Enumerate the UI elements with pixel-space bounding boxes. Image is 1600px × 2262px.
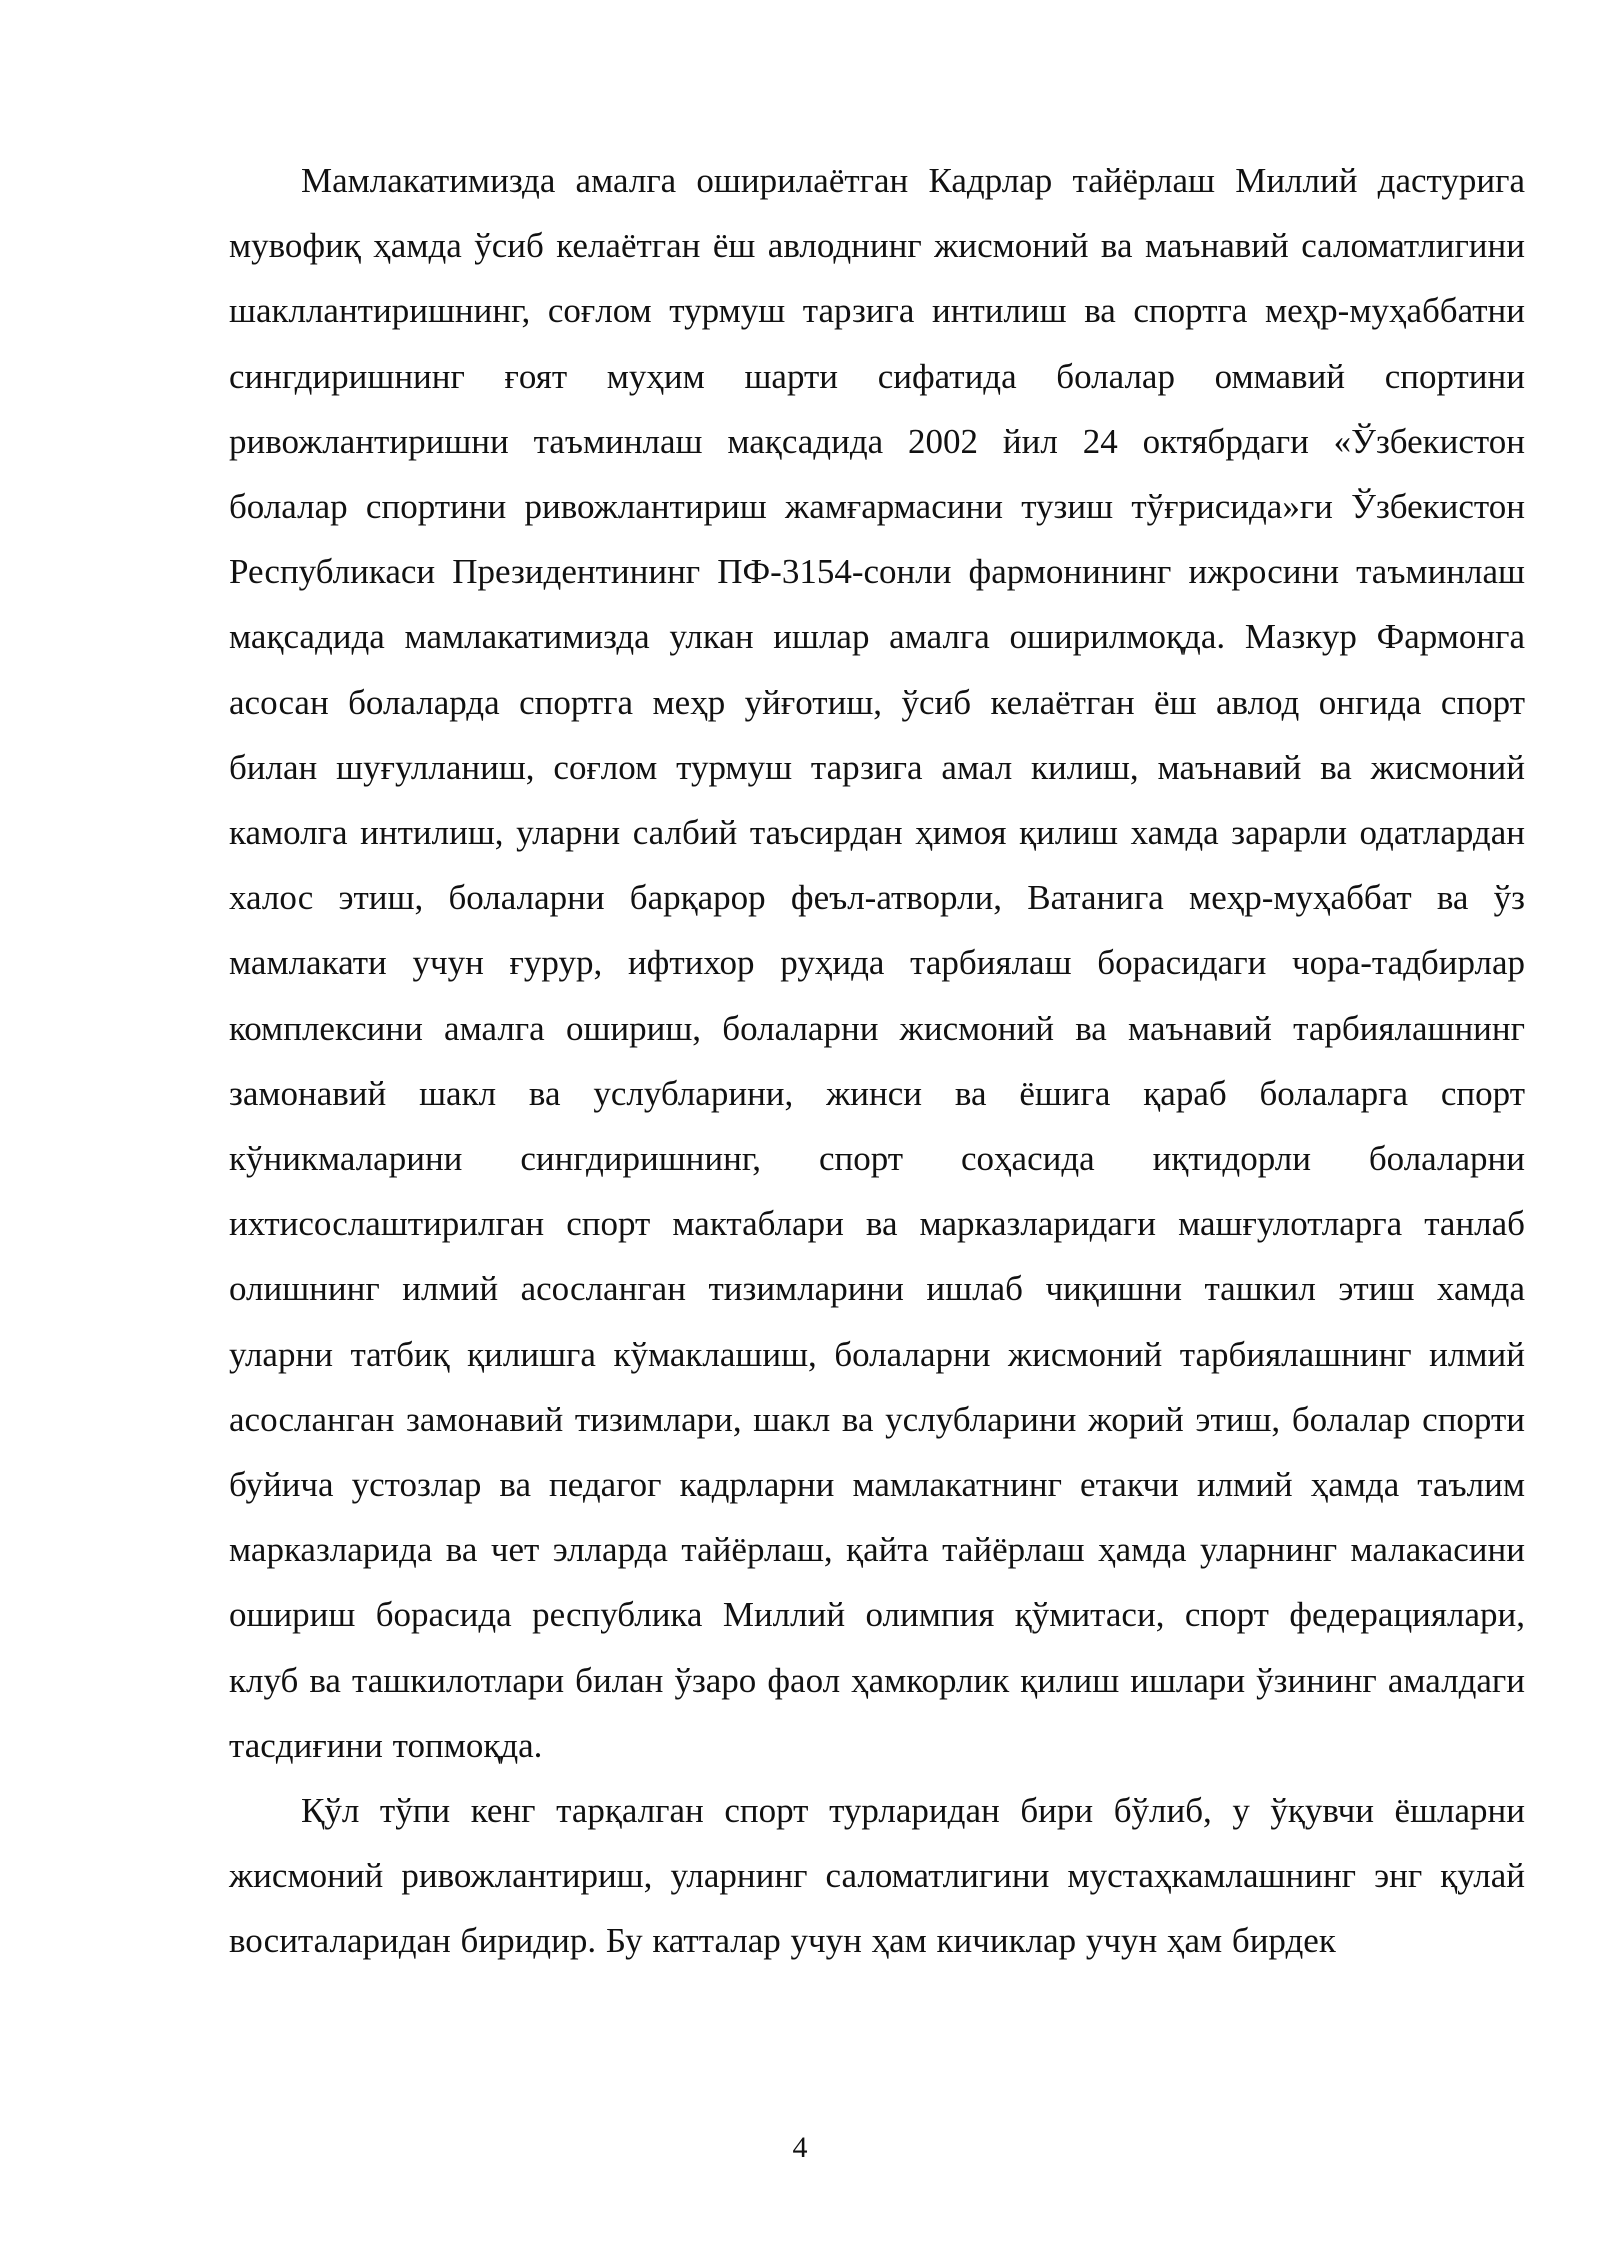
paragraph-2: Қўл тўпи кенг тарқалган спорт турларидан бири бўлиб, у ўқувчи ёшларни жисмоний ривожлантириш, уларнинг саломатлигини мустаҳкамлашнинг энг қулай воситаларидан биридир. Бу катталар учун ҳам кичиклар учун ҳам бирдек	[229, 1791, 1525, 1961]
document-page	[229, 148, 1525, 1974]
paragraph-1: Мамлакатимизда амалга оширилаётган Кадрлар тайёрлаш Миллий дастурига мувофиқ ҳамда ўсиб келаётган ёш авлоднинг жисмоний ва маънавий саломатлигини шакллантиришнинг, соғлом турмуш тарзига интилиш ва спортга меҳр-муҳаббатни сингдиришнинг ғоят муҳим шарти сифатида болалар оммавий спортини ривожлантиришни таъминлаш мақсадида 2002 йил 24 октябрдаги «Ўзбекистон болалар спортини ривожлантириш жамғармасини тузиш тўғрисида»ги Ўзбекистон Республикаси Президентининг ПФ-3154-сонли фармонининг ижросини таъминлаш мақсадида мамлакатимизда улкан ишлар амалга оширилмоқда. Мазкур Фармонга асосан болаларда спортга меҳр уйғотиш, ўсиб келаётган ёш авлод онгида спорт билан шуғулланиш, соғлом турмуш тарзига амал килиш, маънавий ва жисмоний камолга интилиш, уларни салбий таъсирдан ҳимоя қилиш хамда зарарли одатлардан халос этиш, болаларни барқарор феъл-атворли, Ватанига меҳр-муҳаббат ва ўз мамлакати учун ғурур, ифтихор руҳида тарбиялаш борасидаги чора-тадбирлар комплексини амалга ошириш, болаларни жисмоний ва маънавий тарбиялашнинг замонавий шакл ва услубларини, жинси ва ёшига қараб болаларга спорт кўникмаларини сингдиришнинг, спорт соҳасида иқтидорли болаларни ихтисослаштирилган спорт мактаблари ва марказларидаги машғулотларга танлаб олишнинг илмий асосланган тизимларини ишлаб чиқишни ташкил этиш хамда уларни татбиқ қилишга кўмаклашиш, болаларни жисмоний тарбиялашнинг илмий асосланган замонавий тизимлари, шакл ва услубларини жорий этиш, болалар спорти буйича устозлар ва педагог кадрларни мамлакатнинг етакчи илмий ҳамда таълим марказларида ва чет элларда тайёрлаш, қайта тайёрлаш ҳамда уларнинг малакасини ошириш борасида республика Миллий олимпия қўмитаси, спорт федерациялари, клуб ва ташкилотлари билан ўзаро фаол ҳамкорлик қилиш ишлари ўзининг амалдаги тасдиғини топмоқда.	[229, 161, 1525, 1765]
page-number: 4	[792, 2131, 808, 2164]
